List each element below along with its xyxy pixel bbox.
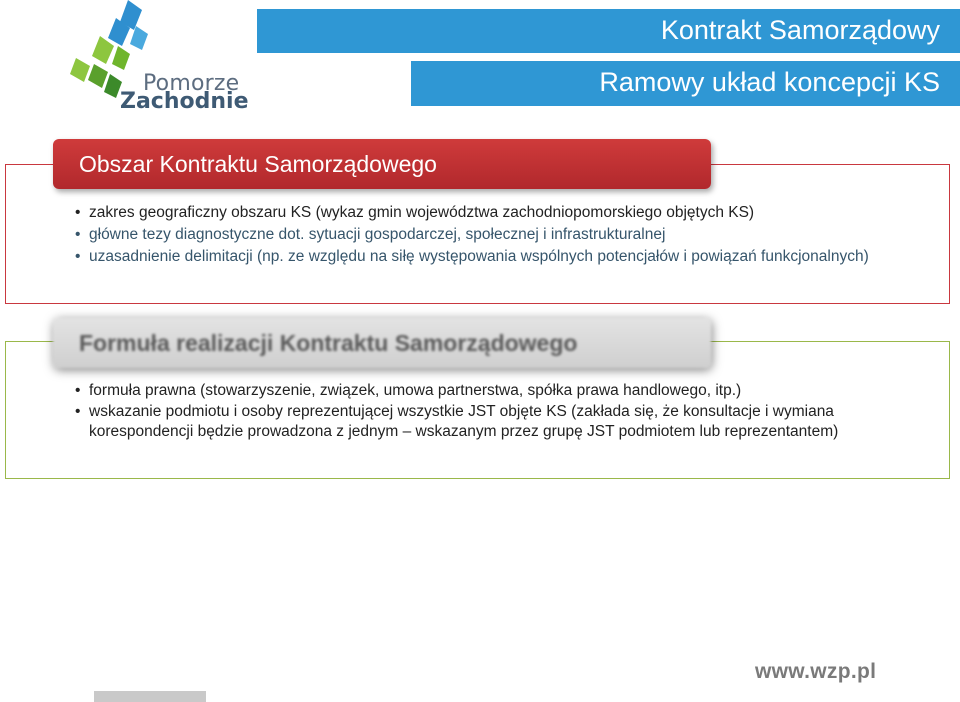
list-item: • wskazanie podmiotu i osoby reprezentującej wszystkie JST objęte KS (zakłada się, że konsultacje i wymiana korespondencji będzie prowadzona z jednym – wskazanym przez grupę JST podmiotem lub reprezentantem) [72,402,932,443]
section2-heading-tab [53,318,711,368]
section1-heading: Obszar Kontraktu Samorządowego [79,151,437,177]
list-item: • uzasadnienie delimitacji (np. ze względu na siłę występowania wspólnych potencjałów i powiązań funkcjonalnych) [72,246,932,268]
section2-list [72,381,932,443]
subtitle-banner [411,61,960,106]
logo-text-pomorze: Pomorze [143,71,240,96]
page-subtitle: Ramowy układ koncepcji KS [599,67,940,97]
list-item: • formuła prawna (stowarzyszenie, związek, umowa partnerstwa, spółka prawa handlowego, itp.) [72,381,932,402]
footer-website: www.wzp.pl [755,660,877,683]
pomorze-zachodnie-logo [70,0,249,116]
footer-bar [94,691,206,702]
section2-heading: Formuła realizacji Kontraktu Samorządowego [79,330,578,356]
title-banner [257,9,960,53]
list-item: • zakres geograficzny obszaru KS (wykaz gmin województwa zachodniopomorskiego objętych KS) [72,202,932,224]
section1-list [72,202,932,268]
list-item: • główne tezy diagnostyczne dot. sytuacji gospodarczej, społecznej i infrastrukturalnej [72,224,932,246]
page-title: Kontrakt Samorządowy [660,15,940,45]
logo-text-zachodnie: Zachodnie [120,89,249,114]
section1-heading-tab [53,139,711,189]
